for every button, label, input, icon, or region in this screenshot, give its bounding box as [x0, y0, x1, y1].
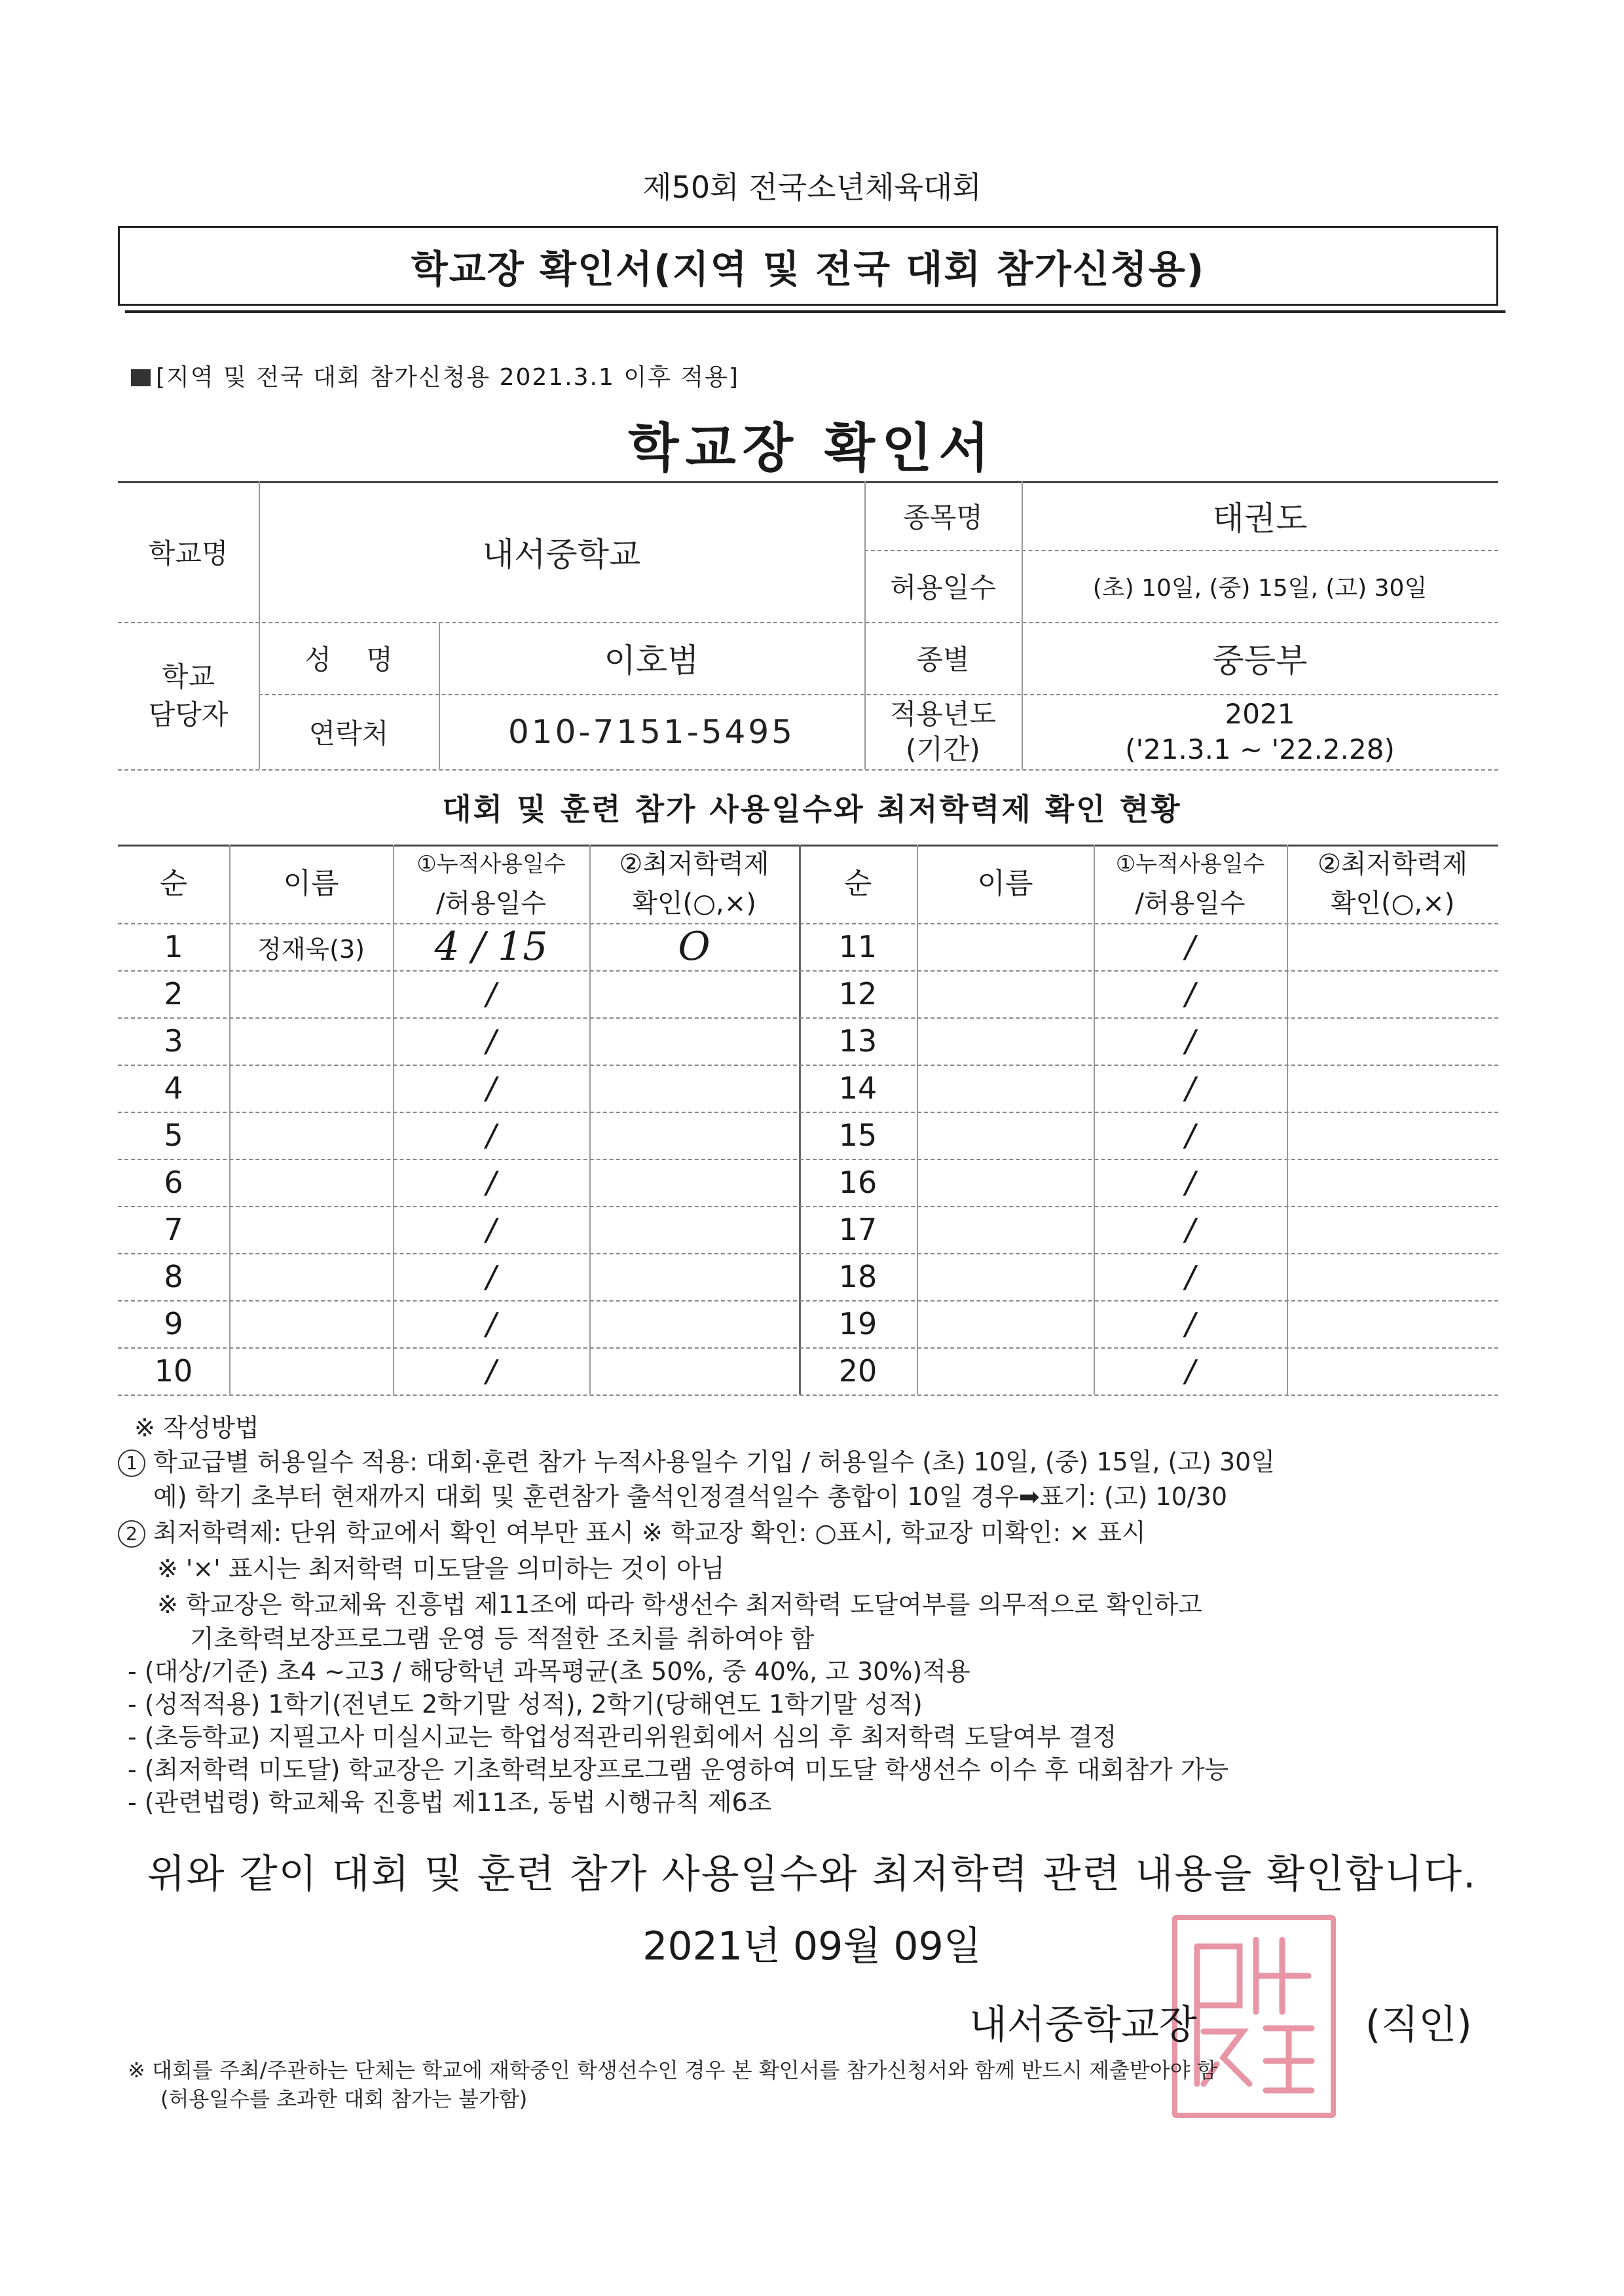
row-usage: / [486, 1259, 496, 1294]
col-header-usage-right-line1: ①누적사용일수 [1115, 851, 1265, 877]
row-check [1287, 1112, 1498, 1159]
col-header-no-right: 순 [843, 867, 872, 900]
note-detail-5: - (관련법령) 학교체육 진흥법 제11조, 동법 시행규칙 제6조 [128, 1788, 772, 1817]
note-detail-4: - (최저학력 미도달) 학교장은 기초학력보장프로그램 운영하여 미도달 학생선수 이수 후 대회참가 가능 [128, 1755, 1229, 1784]
note-1-text: 학교급별 허용일수 적용: 대회·훈련 참가 누적사용일수 기입 / 허용일수 (초) 10일, (중) 15일, (고) 30일 [153, 1448, 1276, 1476]
note-sub-2-line1: ※ 학교장은 학교체육 진흥법 제11조에 따라 학생선수 최저학력 도달여부를 의무적으로 확인하고 [157, 1590, 1202, 1619]
row-name [917, 1159, 1094, 1206]
note-detail-2: - (성적적용) 1학기(전년도 2학기말 성적), 2학기(당해연도 1학기말 성적) [128, 1690, 923, 1719]
row-name [229, 1347, 393, 1394]
row-usage: / [1185, 1070, 1196, 1106]
row-usage: / [486, 1023, 496, 1059]
row-name [229, 1112, 393, 1159]
grid-line [118, 1394, 1498, 1396]
row-check [589, 1017, 799, 1065]
row-usage: / [486, 1306, 496, 1341]
row-name [917, 970, 1094, 1017]
row-check [1287, 1159, 1498, 1206]
row-name [229, 1300, 393, 1347]
year-label [864, 694, 1022, 769]
col-header-no: 순 [159, 867, 188, 900]
table-title: 대회 및 훈련 참가 사용일수와 최저학력제 확인 현황 [442, 792, 1182, 827]
row-usage: / [1185, 1353, 1196, 1389]
row-usage: / [1185, 1118, 1196, 1153]
row-name [917, 923, 1094, 970]
row-usage: / [486, 1165, 496, 1200]
notice-text: [지역 및 전국 대회 참가신청용 2021.3.1 이후 적용] [156, 364, 739, 391]
col-header-check-right-line2: 확인(○,×) [1330, 888, 1455, 919]
footer-line-1: ※ 대회를 주최/주관하는 단체는 학교에 재학중인 학생선수인 경우 본 확인서를 참가신청서와 함께 반드시 제출받아야 함 [128, 2058, 1217, 2083]
row-usage: / [1185, 976, 1196, 1011]
allowed-days-label: 허용일수 [889, 572, 997, 604]
contact-label: 연락처 [308, 717, 389, 750]
document-title: 학교장 확인서(지역 및 전국 대회 참가신청용) [411, 247, 1206, 291]
document-title-box [118, 226, 1498, 306]
main-title: 학교장 확인서 [628, 418, 996, 479]
note-detail-3: - (초등학교) 지필고사 미실시교는 학업성적관리위원회에서 심의 후 최저학력 도달여부 결정 [128, 1722, 1117, 1751]
col-header-name-right: 이름 [977, 867, 1033, 900]
event-value: 태권도 [1212, 499, 1308, 538]
year-value [1022, 694, 1498, 769]
row-check [1287, 923, 1498, 970]
row-usage: / [1185, 929, 1196, 964]
col-header-usage [393, 845, 589, 923]
row-name [917, 1112, 1094, 1159]
contact-value: 010-7151-5495 [507, 712, 795, 751]
division-value: 중등부 [1212, 642, 1308, 680]
confirmation-text: 위와 같이 대회 및 훈련 참가 사용일수와 최저학력 관련 내용을 확인합니다. [147, 1851, 1477, 1897]
manager-label [118, 622, 259, 769]
col-header-check-right [1287, 845, 1498, 923]
circled-number-1: 1 [118, 1449, 145, 1477]
row-no: 9 [164, 1306, 183, 1341]
note-1-line1 [118, 1442, 1275, 1478]
row-check [589, 1206, 799, 1253]
row-check [1287, 1300, 1498, 1347]
row-name [229, 1017, 393, 1065]
row-no: 16 [838, 1165, 877, 1200]
row-no: 15 [838, 1118, 877, 1153]
row-usage: / [486, 976, 496, 1011]
row-check [1287, 1065, 1498, 1112]
row-usage: / [1185, 1259, 1196, 1294]
row-no: 14 [838, 1070, 877, 1106]
event-title: 제50회 전국소년체육대회 [642, 170, 982, 205]
row-no: 2 [164, 976, 183, 1011]
notice-line [131, 359, 739, 392]
row-no: 8 [164, 1259, 183, 1294]
row-usage: / [486, 1212, 496, 1247]
col-header-check-line2: 확인(○,×) [632, 888, 756, 919]
row-no: 7 [164, 1212, 183, 1247]
col-header-check-line1: ②최저학력제 [619, 849, 769, 879]
note-1-line2: 예) 학기 초부터 현재까지 대회 및 훈련참가 출석인정결석일수 총합이 10일 경우➡표기: (고) 10/30 [153, 1482, 1228, 1511]
division-label: 종별 [916, 644, 970, 676]
name-value: 이호범 [604, 642, 699, 680]
manager-label-line2: 담당자 [148, 698, 229, 731]
col-header-usage-right [1094, 845, 1287, 923]
row-name: 정재욱(3) [257, 934, 365, 964]
bullet-square-icon [131, 369, 151, 386]
school-value: 내서중학교 [482, 535, 641, 574]
row-no: 4 [164, 1070, 183, 1106]
row-usage: / [486, 1118, 496, 1153]
row-name [917, 1300, 1094, 1347]
note-sub-2-line2: 기초학력보장프로그램 운영 등 적절한 조치를 취하여야 함 [190, 1624, 815, 1653]
row-usage: 4 / 15 [434, 924, 548, 970]
row-name [917, 1017, 1094, 1065]
row-check [589, 1347, 799, 1394]
row-check [1287, 1206, 1498, 1253]
row-check [589, 1159, 799, 1206]
row-name [917, 1253, 1094, 1300]
footer-line-2: (허용일수를 초과한 대회 참가는 불가함) [160, 2086, 528, 2111]
year-label-line1: 적용년도 [889, 697, 997, 730]
row-name [229, 1253, 393, 1300]
row-name [229, 1065, 393, 1112]
row-name [917, 1206, 1094, 1253]
year-value-line1: 2021 [1225, 697, 1295, 730]
col-header-check-right-line1: ②최저학력제 [1317, 849, 1468, 879]
confirmation-date: 2021년 09월 09일 [642, 1923, 982, 1969]
row-usage: / [486, 1070, 496, 1106]
year-label-line2: (기간) [906, 733, 980, 765]
note-sub-1: ※ '×' 표시는 최저학력 미도달을 의미하는 것이 아님 [157, 1554, 725, 1583]
note-2-text: 최저학력제: 단위 학교에서 확인 여부만 표시 ※ 학교장 확인: ○표시, 학교장 미확인: × 표시 [153, 1518, 1146, 1547]
note-detail-1: - (대상/기준) 초4 ~고3 / 해당학년 과목평균(초 50%, 중 40%, 고 30%)적용 [128, 1657, 970, 1686]
school-label: 학교명 [148, 537, 229, 570]
signer-suffix: (직인) [1365, 2002, 1472, 2048]
row-usage: / [1185, 1165, 1196, 1200]
row-check [589, 1300, 799, 1347]
footer-note [128, 2056, 1217, 2113]
col-header-usage-line2: /허용일수 [435, 888, 547, 919]
row-name [917, 1065, 1094, 1112]
col-header-usage-right-line2: /허용일수 [1135, 888, 1246, 919]
allowed-days-value: (초) 10일, (중) 15일, (고) 30일 [1092, 574, 1428, 602]
event-label: 종목명 [903, 501, 983, 534]
row-usage: / [1185, 1306, 1196, 1341]
circled-number-2: 2 [118, 1520, 145, 1548]
row-check [589, 1253, 799, 1300]
row-check [1287, 1017, 1498, 1065]
row-name [229, 970, 393, 1017]
row-no: 19 [838, 1306, 877, 1341]
signer-name: 내서중학교장 [969, 2002, 1197, 2048]
row-name [917, 1347, 1094, 1394]
year-value-line2: ('21.3.1 ~ '22.2.28) [1125, 733, 1395, 765]
note-2-line1 [118, 1512, 1146, 1548]
row-no: 13 [838, 1023, 877, 1059]
row-no: 11 [838, 929, 877, 964]
row-usage: / [486, 1353, 496, 1389]
col-header-name: 이름 [283, 867, 339, 900]
row-no: 12 [838, 976, 877, 1011]
row-no: 3 [164, 1023, 183, 1059]
name-label: 성 명 [304, 644, 393, 676]
col-header-usage-line1: ①누적사용일수 [416, 851, 566, 877]
row-check [1287, 970, 1498, 1017]
row-check: O [678, 924, 710, 970]
row-no: 17 [838, 1212, 877, 1247]
row-check [589, 1065, 799, 1112]
row-no: 6 [164, 1165, 183, 1200]
row-no: 18 [838, 1259, 877, 1294]
row-check [1287, 1347, 1498, 1394]
row-no: 5 [164, 1118, 183, 1153]
row-no: 20 [838, 1353, 877, 1389]
row-usage: / [1185, 1212, 1196, 1247]
row-name [229, 1159, 393, 1206]
notes-heading: ※ 작성방법 [134, 1413, 259, 1442]
row-no: 1 [164, 929, 183, 964]
row-usage: / [1185, 1023, 1196, 1059]
row-name [229, 1206, 393, 1253]
row-check [1287, 1253, 1498, 1300]
manager-label-line1: 학교 [161, 660, 215, 693]
grid-line [118, 769, 1498, 771]
row-no: 10 [154, 1353, 193, 1389]
col-header-check [589, 845, 799, 923]
row-check [589, 1112, 799, 1159]
row-check [589, 970, 799, 1017]
